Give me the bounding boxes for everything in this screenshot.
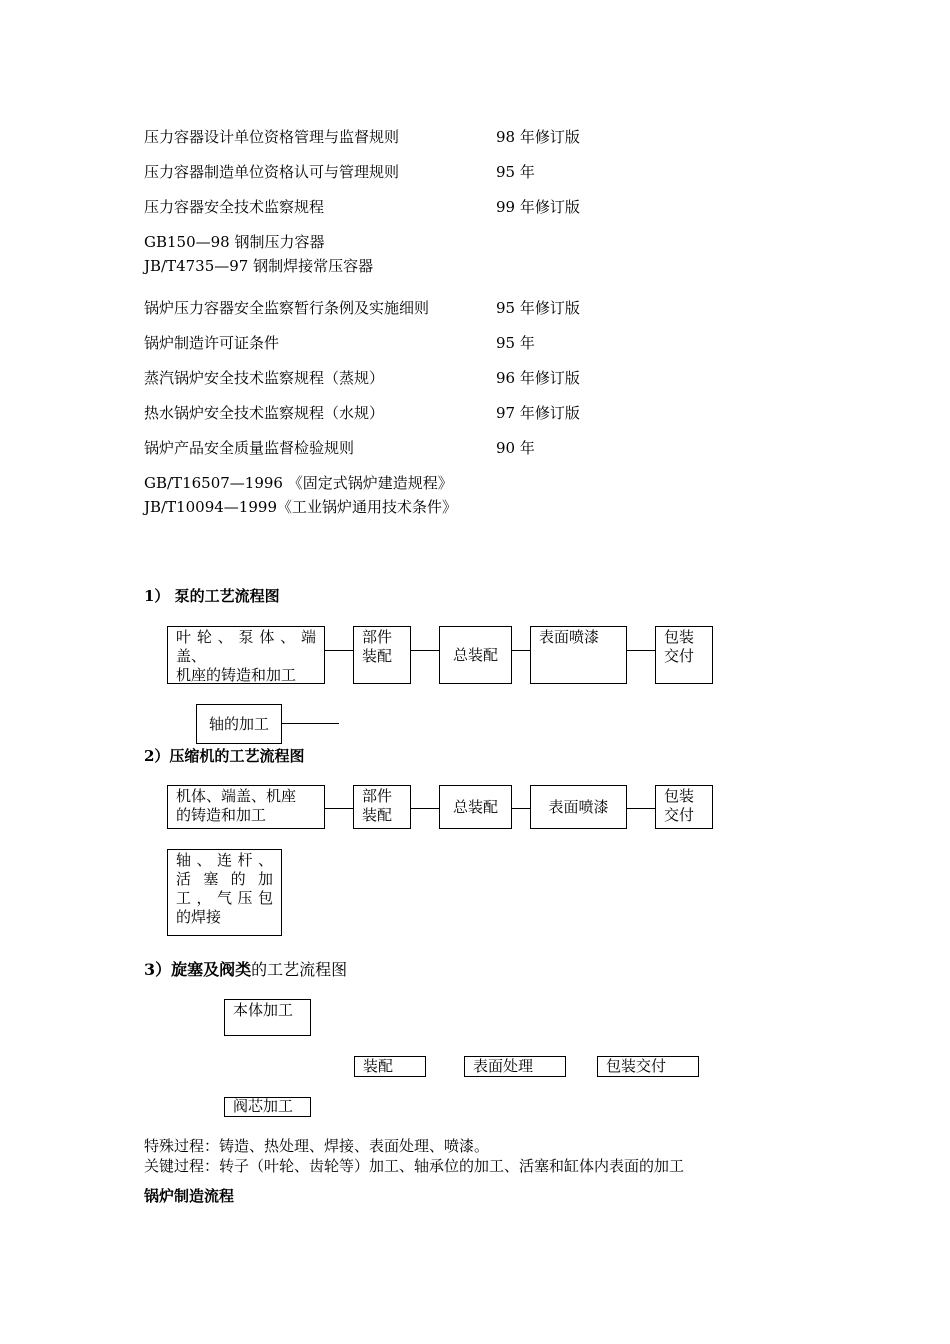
flow2-connector <box>411 808 439 809</box>
regulation-version: 97 年修订版 <box>496 404 580 422</box>
flow1-connector <box>282 723 339 724</box>
flow1-box-packing-line2: 交付 <box>664 647 695 665</box>
flow2-box-packing-line1: 包装 <box>664 787 695 805</box>
flow3-title-suffix: 的工艺流程图 <box>251 960 348 979</box>
flow3-box-valve-core-label: 阀芯加工 <box>233 1097 294 1115</box>
flow2-box-subassembly-line2: 装配 <box>362 806 393 824</box>
flow3-title-prefix: 3）旋塞及阀类 <box>144 960 252 979</box>
regulation-version: 99 年修订版 <box>496 198 580 216</box>
special-process: 特殊过程：铸造、热处理、焊接、表面处理、喷漆。 <box>144 1137 490 1155</box>
regulation-version: 95 年 <box>496 334 535 352</box>
flow2-connector <box>512 808 530 809</box>
flow1-box-casting-line1: 叶 轮 、 泵 体 、 端 <box>176 628 316 646</box>
flow2-box-final-assembly-label: 总装配 <box>452 797 498 816</box>
flow1-connector <box>325 650 353 651</box>
flow2-box-shaft-welding-line2: 活 塞 的 加 <box>176 870 273 888</box>
flow2-box-packing <box>655 785 713 829</box>
regulation-name: 锅炉产品安全质量监督检验规则 <box>144 439 355 457</box>
regulation-name: 压力容器安全技术监察规程 <box>144 198 325 216</box>
flow2-box-painting-label: 表面喷漆 <box>548 797 609 816</box>
flow1-box-casting <box>167 626 325 684</box>
flow1-connector <box>512 650 530 651</box>
flow1-box-shaft <box>196 704 282 744</box>
regulation-name: 锅炉制造许可证条件 <box>144 334 280 352</box>
flow3-box-surface <box>464 1056 566 1077</box>
regulation-version: 95 年 <box>496 163 535 181</box>
flow2-box-packing-line2: 交付 <box>664 806 695 824</box>
flow2-box-subassembly <box>353 785 411 829</box>
flow2-box-casting-line2: 的铸造和加工 <box>176 806 267 824</box>
regulation-name: 锅炉压力容器安全监察暂行条例及实施细则 <box>144 299 430 317</box>
flow1-box-final-assembly <box>439 626 512 684</box>
key-process: 关键过程：转子（叶轮、齿轮等）加工、轴承位的加工、活塞和缸体内表面的加工 <box>144 1157 685 1175</box>
regulation-version: 95 年修订版 <box>496 299 580 317</box>
flow1-box-final-assembly-label: 总装配 <box>452 645 498 664</box>
standard-item: GB150—98 钢制压力容器 <box>144 233 325 251</box>
flow2-box-casting-line1: 机体、端盖、机座 <box>176 787 297 805</box>
flow1-connector <box>627 650 655 651</box>
flow1-box-packing-line1: 包装 <box>664 628 695 646</box>
flow3-box-packing-label: 包装交付 <box>606 1057 667 1075</box>
flow2-connector <box>325 808 353 809</box>
flow3-title <box>144 961 347 979</box>
flow1-box-casting-line2: 盖、 <box>176 647 207 665</box>
flow3-box-surface-label: 表面处理 <box>473 1057 534 1075</box>
standard-item: JB/T10094—1999《工业锅炉通用技术条件》 <box>144 498 457 516</box>
flow1-title: 1） 泵的工艺流程图 <box>144 587 280 605</box>
regulation-name: 压力容器制造单位资格认可与管理规则 <box>144 163 400 181</box>
flow2-box-final-assembly <box>439 785 512 829</box>
regulation-name: 蒸汽锅炉安全技术监察规程（蒸规） <box>144 369 385 387</box>
flow3-box-body <box>224 999 311 1036</box>
flow1-box-subassembly-line1: 部件 <box>362 628 393 646</box>
flow1-box-casting-line3: 机座的铸造和加工 <box>176 666 297 684</box>
flow1-box-subassembly-line2: 装配 <box>362 647 393 665</box>
flow1-box-painting-label: 表面喷漆 <box>539 628 600 646</box>
flow2-title: 2）压缩机的工艺流程图 <box>144 747 305 765</box>
standard-item: GB/T16507—1996 《固定式锅炉建造规程》 <box>144 474 453 492</box>
standard-item: JB/T4735—97 钢制焊接常压容器 <box>144 257 374 275</box>
flow1-connector <box>411 650 439 651</box>
flow2-box-casting <box>167 785 325 829</box>
flow2-box-subassembly-line1: 部件 <box>362 787 393 805</box>
flow2-connector <box>627 808 655 809</box>
flow1-box-packing <box>655 626 713 684</box>
flow2-box-painting <box>530 785 627 829</box>
flow2-box-shaft-welding-line3: 工 ， 气 压 包 <box>176 889 273 907</box>
flow1-box-subassembly <box>353 626 411 684</box>
flow3-box-valve-core <box>224 1097 311 1117</box>
regulation-version: 98 年修订版 <box>496 128 580 146</box>
flow3-box-assembly <box>354 1056 426 1077</box>
flow2-box-shaft-welding <box>167 849 282 936</box>
flow3-box-packing <box>597 1056 699 1077</box>
flow2-box-shaft-welding-line4: 的焊接 <box>176 908 222 926</box>
regulation-version: 96 年修订版 <box>496 369 580 387</box>
flow3-box-body-label: 本体加工 <box>233 1001 294 1019</box>
flow1-box-painting <box>530 626 627 684</box>
regulation-version: 90 年 <box>496 439 535 457</box>
boiler-section-title: 锅炉制造流程 <box>144 1187 235 1205</box>
regulation-name: 压力容器设计单位资格管理与监督规则 <box>144 128 400 146</box>
flow3-box-assembly-label: 装配 <box>363 1057 394 1075</box>
flow1-box-shaft-label: 轴的加工 <box>208 714 269 733</box>
regulation-name: 热水锅炉安全技术监察规程（水规） <box>144 404 385 422</box>
flow2-box-shaft-welding-line1: 轴 、 连 杆 、 <box>176 851 273 869</box>
